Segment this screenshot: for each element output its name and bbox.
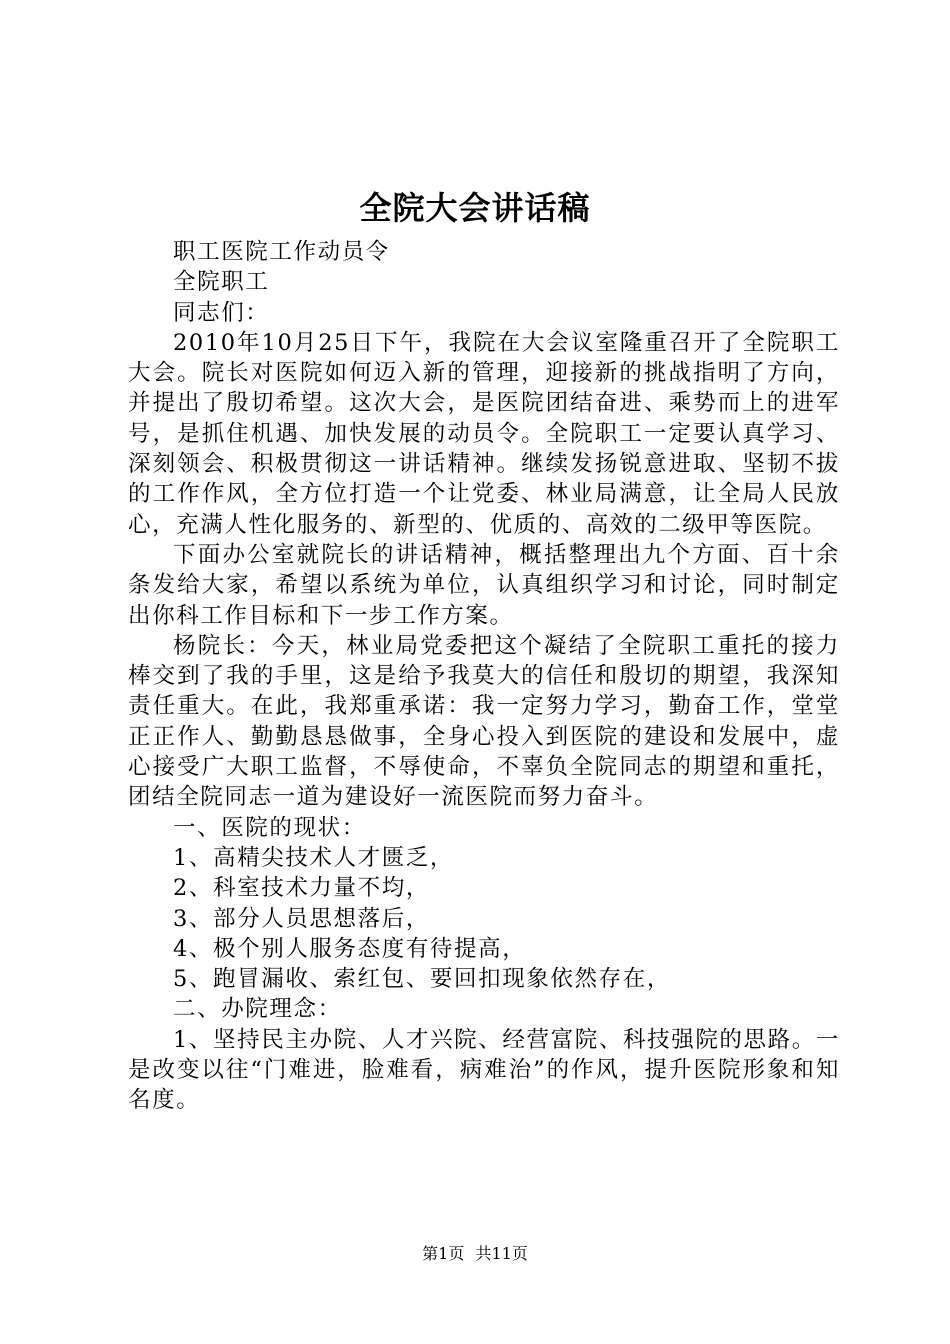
page-footer — [0, 1243, 950, 1265]
section-heading-philosophy: 二、办院理念： — [173, 996, 342, 1023]
document-title: 全院大会讲话稿 — [359, 189, 591, 227]
paragraph-meeting: 2010年10月25日下午，我院在大会议室隆重召开了全院职工大会。院长对医院如何迈入新的管理，迎接新的挑战指明了方向，并提出了殷切希望。这次大会，是医院团结奋进、乘势而上的进军号，是抓住机遇、加快发展的动员令。全院职工一定要认真学习、深刻领会、积极贯彻这一讲话精神。继续发扬锐意进取、坚韧不拔的工作作风，全方位打造一个让党委、林业局满意，让全局人民放心，充满人性化服务的、新型的、优质的、高效的二级甲等医院。 — [128, 329, 840, 538]
section-heading-status: 一、医院的现状： — [173, 814, 366, 841]
paragraph-office: 下面办公室就院长的讲话精神，概括整理出九个方面、百十余条发给大家，希望以系统为单位，认真组织学习和讨论，同时制定出你科工作目标和下一步工作方案。 — [128, 541, 840, 629]
document-body — [128, 237, 840, 1116]
paragraph-heading: 职工医院工作动员令 — [173, 239, 390, 265]
list-item: 5、跑冒漏收、索红包、要回扣现象依然存在， — [173, 966, 671, 993]
paragraph-recipient: 全院职工 — [173, 269, 270, 296]
list-item: 1、高精尖技术人才匮乏， — [173, 844, 455, 871]
paragraph-salutation: 同志们： — [173, 299, 270, 326]
page-number: 第1页 — [422, 1244, 465, 1263]
list-item: 2、科室技术力量不均， — [173, 875, 430, 902]
page-total: 共11页 — [475, 1244, 528, 1263]
list-item: 4、极个别人服务态度有待提高， — [173, 935, 527, 962]
list-item: 1、坚持民主办院、人才兴院、经营富院、科技强院的思路。一是改变以往“门难进，脸难看，病难治”的作风，提升医院形象和知名度。 — [128, 1026, 840, 1114]
paragraph-president: 杨院长：今天，林业局党委把这个凝结了全院职工重托的接力棒交到了我的手里，这是给予我莫大的信任和殷切的期望，我深知责任重大。在此，我郑重承诺：我一定努力学习，勤奋工作，堂堂正正作人、勤勤恳恳做事，全身心投入到医院的建设和发展中，虚心接受广大职工监督，不辱使命，不辜负全院同志的期望和重托，团结全院同志一道为建设好一流医院而努力奋斗。 — [128, 632, 840, 811]
list-item: 3、部分人员思想落后， — [173, 905, 430, 932]
